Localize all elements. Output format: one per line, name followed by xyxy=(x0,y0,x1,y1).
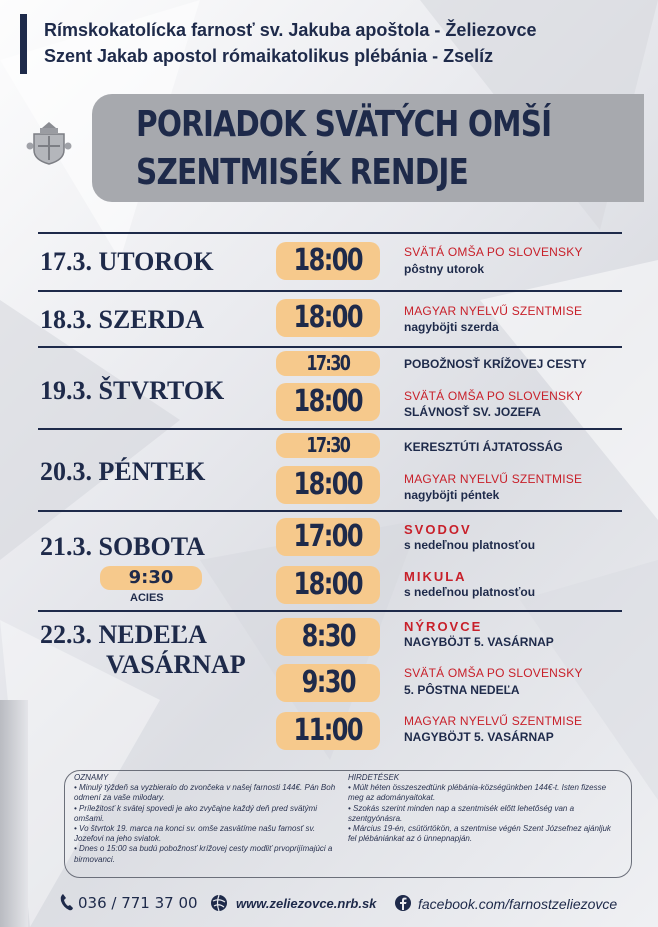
time-pill: 17:30 xyxy=(276,351,380,376)
time-pill: 9:30 xyxy=(276,664,380,702)
event-location: SVODOV xyxy=(404,522,472,537)
event-subtitle: nagyböjti szerda xyxy=(404,320,499,334)
title-slovak: PORIADOK SVÄTÝCH OMŠÍ xyxy=(136,104,552,145)
time-pill: 18:00 xyxy=(276,242,380,280)
event-title: KERESZTÚTI ÁJTATOSSÁG xyxy=(404,440,563,454)
announcements-title: OZNAMY xyxy=(74,773,109,782)
announcement-item: • Március 19-én, csütörtökön, a szentmise végén Szent Józsefnez ajánljuk fel plébániánkat az ó ünnepnapján. xyxy=(348,824,611,844)
day-label: 17.3. UTOROK xyxy=(40,247,214,276)
parish-name-slovak: Rímskokatolícka farnosť sv. Jakuba apoštola - Želiezovce xyxy=(44,20,537,40)
globe-icon xyxy=(210,894,228,912)
time-pill: 17:30 xyxy=(276,433,380,458)
phone-icon xyxy=(60,893,74,911)
time-pill: 18:00 xyxy=(276,299,380,337)
day-label: 18.3. SZERDA xyxy=(40,305,204,334)
announcement-item: • Príležitosť k svätej spovedi je ako zvyčajne každý deň pred svätými omšami. xyxy=(74,803,318,823)
event-subtitle: NAGYBÖJT 5. VASÁRNAP xyxy=(404,730,554,744)
event-location: NÝROVCE xyxy=(404,619,483,634)
acies-label: ACIES xyxy=(130,592,164,604)
announcements-title: HIRDETÉSEK xyxy=(348,773,400,782)
day-label: 21.3. SOBOTA xyxy=(40,532,205,561)
header-accent-bar xyxy=(20,14,27,74)
announcement-item: • Dnes o 15:00 sa budú pobožnosť krížovej cesty modliť prvoprijímajúci a birmovanci. xyxy=(74,844,333,864)
event-subtitle: SLÁVNOSŤ SV. JOZEFA xyxy=(404,405,541,419)
row-divider xyxy=(38,346,622,348)
decorative-stripe xyxy=(0,700,28,927)
facebook-link[interactable]: facebook.com/farnostzeliezovce xyxy=(418,896,618,912)
event-title: MAGYAR NYELVŰ SZENTMISE xyxy=(404,472,583,486)
day-label: 19.3. ŠTVRTOK xyxy=(40,376,225,405)
phone-number[interactable]: 036 / 771 37 00 xyxy=(78,894,198,912)
event-title: SVÄTÁ OMŠA PO SLOVENSKY xyxy=(404,245,583,259)
parish-crest-icon xyxy=(26,120,72,166)
event-subtitle: s nedeľnou platnosťou xyxy=(404,585,536,599)
title-hungarian: SZENTMISÉK RENDJE xyxy=(136,152,468,193)
website-link[interactable]: www.zeliezovce.nrb.sk xyxy=(236,896,377,911)
time-pill: 18:00 xyxy=(276,466,380,504)
event-title: SVÄTÁ OMŠA PO SLOVENSKY xyxy=(404,389,583,403)
event-title: MAGYAR NYELVŰ SZENTMISE xyxy=(404,714,583,728)
event-subtitle: nagyböjti péntek xyxy=(404,488,500,502)
row-divider xyxy=(38,610,622,612)
event-subtitle: NAGYBÖJT 5. VASÁRNAP xyxy=(404,635,554,649)
time-pill: 18:00 xyxy=(276,566,380,604)
announcement-item: • Vo štvrtok 19. marca na konci sv. omše zasvätíme našu farnosť sv. Jozefovi na jeho sviatok. xyxy=(74,824,316,844)
event-title: POBOŽNOSŤ KRÍŽOVEJ CESTY xyxy=(404,357,587,371)
time-pill: 11:00 xyxy=(276,712,380,750)
event-subtitle: 5. PÔSTNA NEDEĽA xyxy=(404,683,520,697)
row-divider xyxy=(38,290,622,292)
day-label: 20.3. PÉNTEK xyxy=(40,457,206,486)
announcements-hungarian xyxy=(348,773,620,844)
announcements-slovak xyxy=(74,773,340,865)
event-title: MAGYAR NYELVŰ SZENTMISE xyxy=(404,304,583,318)
time-pill: 17:00 xyxy=(276,518,380,556)
facebook-icon xyxy=(394,894,412,912)
event-location: MIKULA xyxy=(404,569,467,584)
row-divider xyxy=(38,510,622,512)
announcement-item: • Múlt héten összeszedtünk plébánia-községünkben 144€-t. Isten fizesse meg az adományaitokat. xyxy=(348,783,607,803)
event-title: SVÄTÁ OMŠA PO SLOVENSKY xyxy=(404,666,583,680)
day-label: 22.3. NEDEĽA xyxy=(40,620,207,649)
event-subtitle: pôstny utorok xyxy=(404,262,484,276)
time-pill: 18:00 xyxy=(276,383,380,421)
acies-time-pill: 9:30 xyxy=(100,566,202,590)
parish-name-hungarian: Szent Jakab apostol rómaikatolikus plébánia - Zselíz xyxy=(44,46,494,66)
announcement-item: • Szokás szerint minden nap a szentmisék előtt lehetőség van a szentgyónásra. xyxy=(348,803,575,823)
day-label-second-line: VASÁRNAP xyxy=(106,650,246,679)
event-subtitle: s nedeľnou platnosťou xyxy=(404,538,536,552)
row-divider xyxy=(38,232,622,234)
row-divider xyxy=(38,428,622,430)
time-pill: 8:30 xyxy=(276,618,380,656)
announcement-item: • Minulý týždeň sa vyzbieralo do zvončeka v našej farnosti 144€. Pán Boh odmení za vaše milodary. xyxy=(74,783,336,803)
